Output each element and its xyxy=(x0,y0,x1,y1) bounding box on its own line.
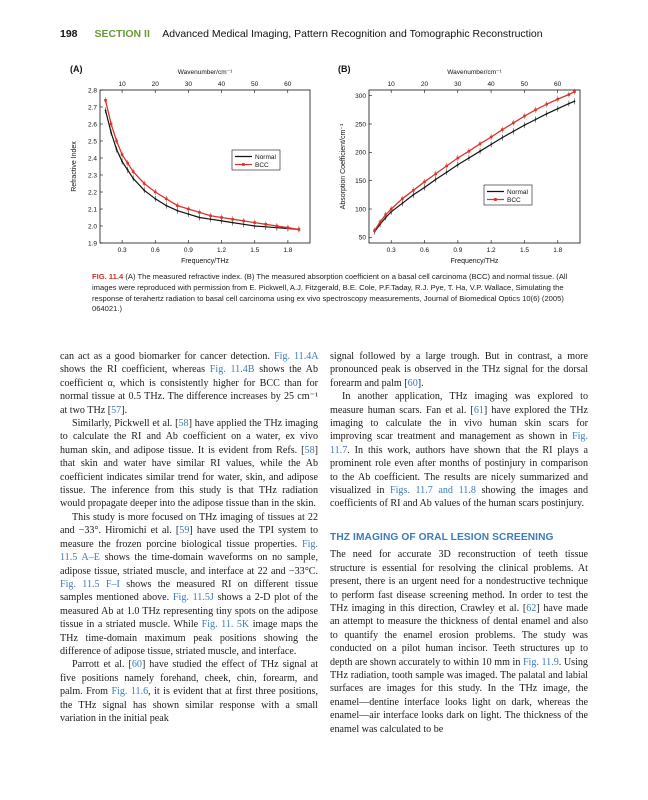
data-point xyxy=(373,229,376,232)
text-run: can act as a good biomarker for cancer detection. xyxy=(60,351,274,362)
y-tick-label: 2.1 xyxy=(87,206,97,214)
data-point xyxy=(126,162,129,165)
chart-panel-a xyxy=(70,64,310,265)
reference-link[interactable]: 62 xyxy=(526,602,537,614)
legend-label: BCC xyxy=(255,161,269,169)
legend-label: Normal xyxy=(255,153,276,161)
data-point xyxy=(105,110,107,112)
x-tick-label: 0.3 xyxy=(117,247,127,254)
y-tick-label: 2.5 xyxy=(87,138,97,146)
y-axis-label: Absorption Coefficient/cm⁻¹ xyxy=(340,123,347,210)
reference-link[interactable]: Fig. 11.5 A–E xyxy=(60,538,318,564)
data-point xyxy=(121,161,123,163)
y-tick-label: 100 xyxy=(355,206,366,214)
data-point xyxy=(545,103,548,106)
y-tick-label: 150 xyxy=(355,177,366,185)
data-point xyxy=(132,178,134,180)
data-point xyxy=(568,103,570,105)
data-point xyxy=(574,100,576,102)
top-axis-label: Wavenumber/cm⁻¹ xyxy=(177,69,233,76)
section-label: SECTION II xyxy=(94,28,150,40)
panel-label: (A) xyxy=(70,64,83,74)
right-column xyxy=(330,350,588,736)
data-point xyxy=(154,198,156,200)
top-tick-label: 50 xyxy=(251,81,259,88)
text-run: In another application, THz imaging was explored to measure human scars. Fan et al. [ xyxy=(330,391,588,416)
data-point xyxy=(534,109,537,112)
data-point xyxy=(546,113,548,115)
text-run: This study is more focused on THz imaging of tissues at 22 and −33°. Hiromichi et al. [ xyxy=(60,511,318,537)
top-tick-label: 60 xyxy=(284,81,292,88)
x-tick-label: 0.9 xyxy=(183,247,193,254)
data-point xyxy=(573,90,576,93)
data-point xyxy=(401,198,404,201)
x-tick-label: 0.6 xyxy=(420,247,430,254)
data-point xyxy=(116,149,118,151)
page-number: 198 xyxy=(60,28,78,40)
data-point xyxy=(490,144,492,146)
reference-link[interactable]: Fig. 11.5J xyxy=(172,592,214,604)
text-run: The need for accurate 3D reconstruction of teeth tissue structure is essential for resolving the clinical problems. At present, there is an urgent need for a nondestructive technique to perform fast disease screening method. In order to test the THz imaging in this direction, Crawley et al. [ xyxy=(330,549,588,614)
x-tick-label: 0.9 xyxy=(453,247,463,254)
y-tick-label: 2.8 xyxy=(87,87,97,95)
x-tick-label: 1.5 xyxy=(519,247,529,254)
data-point xyxy=(434,173,437,176)
data-point xyxy=(110,123,113,126)
y-tick-label: 300 xyxy=(355,92,366,100)
paragraph xyxy=(60,511,318,658)
data-point xyxy=(512,122,515,125)
reference-link[interactable]: Fig. 11.4B xyxy=(209,364,255,376)
paragraph xyxy=(330,390,588,511)
top-tick-label: 10 xyxy=(118,81,126,88)
data-point xyxy=(276,225,279,228)
text-run: shows the time-domain waveforms on no sample, adipose tissue, striated muscle, and interface at 22 and −33°C. xyxy=(60,552,318,577)
data-point xyxy=(187,208,190,211)
paragraph xyxy=(60,417,318,511)
paragraph xyxy=(330,350,588,390)
text-run: , it is evident that at first three positions, the THz signal has shown similar response with a small variation in the initial peak xyxy=(60,686,318,724)
data-point xyxy=(479,150,481,152)
y-tick-label: 1.9 xyxy=(87,240,97,248)
text-run: ] have applied the THz imaging to calculate the RI and Ab coefficient on a water, ex vivo human skin, and adipose tissue. It is evident from Refs. [ xyxy=(60,418,318,456)
x-tick-label: 0.3 xyxy=(386,247,396,254)
figure-charts xyxy=(60,58,600,273)
running-title: Advanced Medical Imaging, Pattern Recognition and Tomographic Reconstruction xyxy=(162,28,543,40)
x-tick-label: 1.5 xyxy=(250,247,260,254)
data-point xyxy=(401,202,403,204)
data-point xyxy=(457,164,459,166)
data-point xyxy=(165,205,167,207)
x-tick-label: 1.2 xyxy=(217,247,227,254)
panel-label: (B) xyxy=(338,64,351,74)
data-point xyxy=(242,220,245,223)
text-run: shows the measured RI on different tissue samples mentioned above. xyxy=(60,578,318,604)
data-point xyxy=(524,124,526,126)
reference-link[interactable]: Fig. 11. 5K xyxy=(201,619,250,631)
reference-link[interactable]: 58 xyxy=(178,418,189,430)
data-point xyxy=(264,223,267,226)
data-point xyxy=(457,157,460,160)
text-run: ]. xyxy=(121,404,128,416)
data-point xyxy=(501,128,504,131)
reference-link[interactable]: Fig. 11.6 xyxy=(111,686,149,698)
data-point xyxy=(384,213,387,216)
reference-link[interactable]: 61 xyxy=(473,404,484,416)
reference-link[interactable]: Fig. 11.9 xyxy=(522,656,559,668)
chart-panel-b xyxy=(338,64,580,265)
reference-link[interactable]: 60 xyxy=(131,659,142,671)
data-point xyxy=(220,216,223,219)
text-run: ] have used the TPI system to measure the frozen porcine biological tissue properties. xyxy=(60,525,318,550)
data-point xyxy=(446,171,448,173)
legend-marker xyxy=(242,163,245,166)
y-tick-label: 200 xyxy=(355,149,366,157)
data-point xyxy=(165,198,168,201)
left-column xyxy=(60,350,318,725)
data-point xyxy=(198,211,201,214)
reference-link[interactable]: 60 xyxy=(407,377,418,389)
data-point xyxy=(535,119,537,121)
y-tick-label: 2.6 xyxy=(87,121,97,129)
top-tick-label: 30 xyxy=(454,81,462,88)
x-tick-label: 1.2 xyxy=(486,247,496,254)
x-tick-label: 0.6 xyxy=(150,247,160,254)
data-point xyxy=(468,150,471,153)
caption-text: (A) The measured refractive index. (B) The measured absorption coefficient on a basal cell carcinoma (BCC) and normal tissue. (All images were reproduced with permission from E. Pickwell, A.J. Fitzgerald, B.E. Cole, P.F.Taday, R.J. Pye, T. Ha, V.P. Wallace, Simulating the response of terahertz radiation to basal cell carcinoma using ex vivo spectroscopy measurements, Journal of Biomedical Optics 10(6) (2005) 064021.) xyxy=(92,272,568,314)
data-point xyxy=(121,153,124,156)
data-point xyxy=(127,169,129,171)
reference-link[interactable]: 57 xyxy=(111,404,122,416)
top-tick-label: 10 xyxy=(387,81,395,88)
text-run: signal followed by a large trough. But in contrast, a more pronounced peak is observed in the THz signal for the dorsal forearm and palm [ xyxy=(330,351,588,389)
data-point xyxy=(231,218,234,221)
x-tick-label: 1.8 xyxy=(553,247,563,254)
text-run: shows the RI coefficient, whereas xyxy=(60,364,210,376)
data-point xyxy=(512,130,514,132)
data-point xyxy=(468,157,470,159)
data-point xyxy=(556,98,559,101)
data-point xyxy=(143,182,146,185)
series-line-normal xyxy=(375,101,575,231)
paragraph xyxy=(60,658,318,725)
caption-label: FIG. 11.4 xyxy=(92,272,124,281)
text-run: ] have studied the effect of THz signal at five positions namely forehand, cheek, chin, forearm, and palm. From xyxy=(60,659,318,698)
text-run: ] have explored the THz imaging to calculate the in vivo human skin scars for improving scar treatment and management as shown in xyxy=(330,404,588,443)
legend-label: Normal xyxy=(507,188,528,196)
top-axis-label: Wavenumber/cm⁻¹ xyxy=(447,69,502,76)
y-tick-label: 250 xyxy=(355,121,366,129)
data-point xyxy=(188,213,190,215)
data-point xyxy=(176,210,178,212)
data-point xyxy=(110,132,112,134)
top-tick-label: 60 xyxy=(554,81,562,88)
data-point xyxy=(445,165,448,168)
y-tick-label: 2.3 xyxy=(87,172,97,180)
figure-caption xyxy=(92,272,584,315)
data-point xyxy=(568,93,571,96)
data-point xyxy=(490,136,493,139)
legend-label: BCC xyxy=(507,196,521,204)
data-point xyxy=(423,181,426,184)
reference-link[interactable]: Figs. 11.7 and 11.8 xyxy=(389,485,476,497)
text-run: shows the Ab coefficient α, which is consistently higher for BCC than for normal tissue at 0.5 THz. The difference increases by 25 cm⁻¹ at two THz [ xyxy=(60,364,318,416)
data-point xyxy=(523,115,526,118)
data-point xyxy=(298,228,301,231)
data-point xyxy=(379,221,382,224)
data-point xyxy=(209,215,212,218)
text-run: ] have made an attempt to measure the thickness of dental enamel and also to quantify the enamel erosion problems. The study was conducted on a pilot human incisor. Teeth structures up to depth are shown accurately to within 10 mm in xyxy=(330,602,588,668)
x-axis-label: Frequency/THz xyxy=(450,258,499,265)
data-point xyxy=(390,208,393,211)
data-point xyxy=(132,170,135,173)
data-point xyxy=(104,99,107,102)
legend-marker xyxy=(494,198,497,201)
paragraph xyxy=(60,350,318,417)
top-tick-label: 20 xyxy=(151,81,159,88)
text-run: showing the images and coefficients of RI and Ab values of the human scars postinjury. xyxy=(330,485,588,510)
data-point xyxy=(287,226,290,229)
text-run: . In this work, authors have shown that the RI plays a prominent role even after months of postinjury in comparison to the Ab coefficient. The results are nicely summarized and visualized in xyxy=(330,444,588,497)
top-tick-label: 40 xyxy=(217,81,226,88)
y-axis-label: Refractive Index xyxy=(71,141,78,192)
y-tick-label: 2.4 xyxy=(87,155,97,163)
data-point xyxy=(412,189,415,192)
top-tick-label: 40 xyxy=(487,81,495,88)
text-run: Similarly, Pickwell et al. [ xyxy=(72,418,179,430)
data-point xyxy=(176,204,179,207)
running-header xyxy=(60,28,600,40)
data-point xyxy=(253,221,256,224)
section-heading: THZ IMAGING OF ORAL LESION SCREENING xyxy=(330,531,554,543)
y-tick-label: 50 xyxy=(358,234,366,242)
text-run: Parrott et al. [ xyxy=(72,659,132,671)
top-tick-label: 50 xyxy=(520,81,528,88)
paragraph xyxy=(330,548,588,736)
data-point xyxy=(413,194,415,196)
data-point xyxy=(435,179,437,181)
data-point xyxy=(115,140,118,143)
text-run: shows a 2-D plot of the measured Ab at 1.0 THz representing tiny spots on the adipose tissue in a striated muscle. While xyxy=(60,592,319,631)
data-point xyxy=(154,191,157,194)
reference-link[interactable]: Fig. 11.7 xyxy=(330,431,588,456)
y-tick-label: 2.0 xyxy=(87,223,97,231)
text-run: image maps the THz time-domain maximum peak positions showing the difference of adipose tissue, striated muscle, and interface. xyxy=(60,619,318,657)
top-tick-label: 20 xyxy=(420,81,429,88)
data-point xyxy=(479,143,482,146)
data-point xyxy=(501,137,503,139)
data-point xyxy=(424,187,426,189)
top-tick-label: 30 xyxy=(184,81,192,88)
reference-link[interactable]: Fig. 11.5 F–I xyxy=(60,578,120,590)
data-point xyxy=(143,189,145,191)
y-tick-label: 2.7 xyxy=(87,104,97,112)
data-point xyxy=(199,217,201,219)
reference-link[interactable]: 58 xyxy=(304,444,315,456)
data-point xyxy=(557,108,559,110)
x-tick-label: 1.8 xyxy=(283,247,293,254)
reference-link[interactable]: Fig. 11.4A xyxy=(273,351,318,362)
text-run: . Using THz radiation, tooth sample was imaged. The palatal and labial surfaces are images for this study. In the THz image, the enamel—dentine interface looks light on dark, whereas the enamel—air interface looks dark on light. The thickness of the enamel was calculated to be xyxy=(330,656,588,735)
text-run: ]. xyxy=(417,377,424,389)
series-line-bcc xyxy=(375,92,575,231)
y-tick-label: 2.2 xyxy=(87,189,97,197)
text-run: ] that skin and water have similar RI values, while the Ab coefficient indicates similar trend for water, skin, and adipose tissue. The inference from this study is that THz radiation would propagate deeper into the adipose tissue than in the skin. xyxy=(60,444,318,510)
x-axis-label: Frequency/THz xyxy=(181,258,229,265)
reference-link[interactable]: 59 xyxy=(179,525,190,537)
